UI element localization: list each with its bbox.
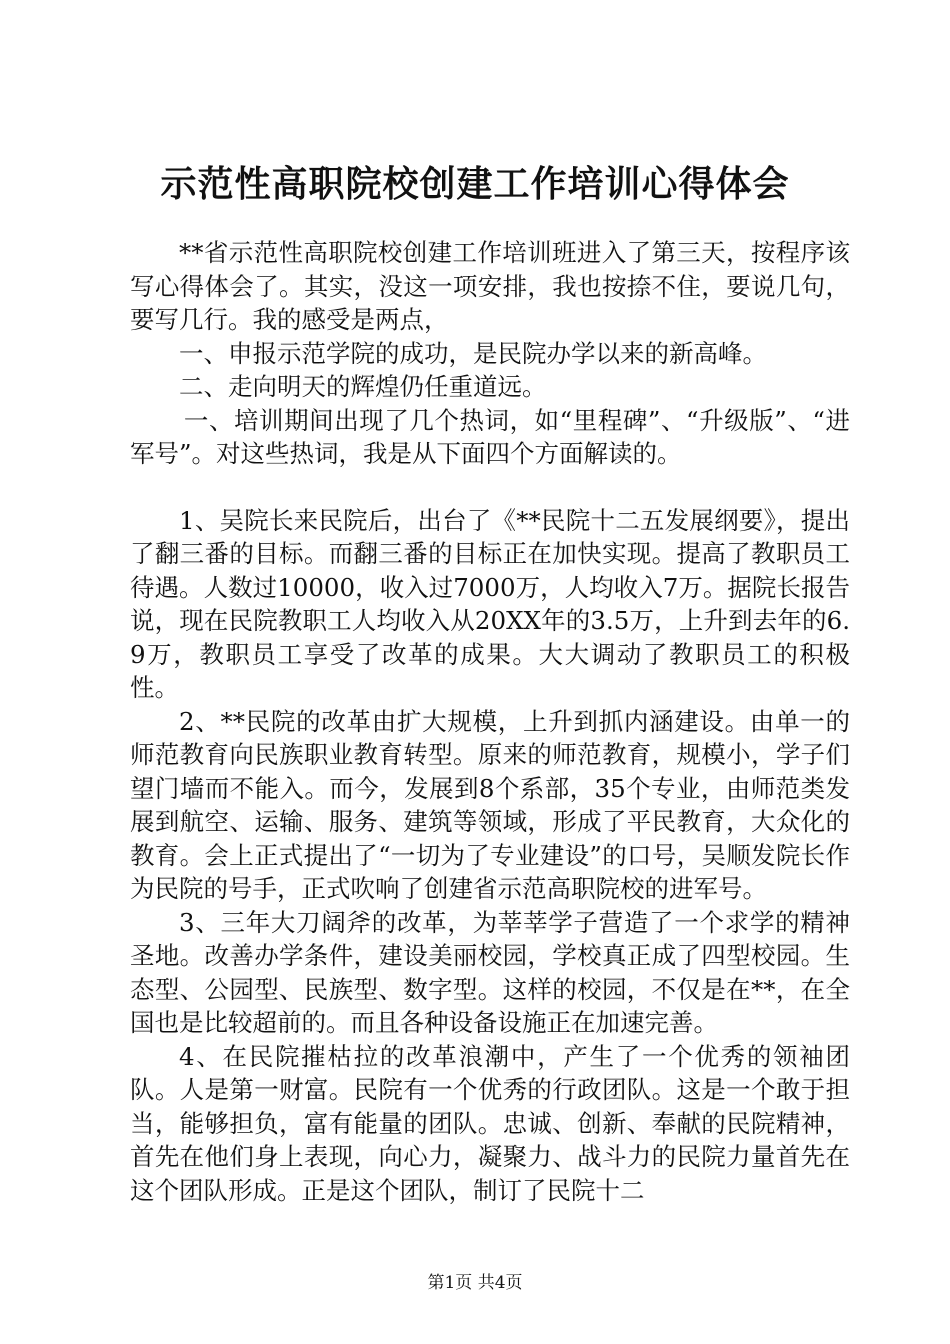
document-title: 示范性高职院校创建工作培训心得体会	[160, 163, 790, 205]
item-four-paragraph: 4、在民院摧枯拉的改革浪潮中，产生了一个优秀的领袖团队。人是第一财富。民院有一个优秀的行政团队。这是一个敢于担当，能够担负，富有能量的团队。忠诚、创新、奉献的民院精神，首先在他们身上表现，向心力，凝聚力、战斗力的民院力量首先在这个团队形成。正是这个团队，制订了民院十二	[130, 1041, 850, 1205]
point-two-paragraph: 二、走向明天的辉煌仍任重道远。	[179, 372, 547, 401]
item-three-paragraph: 3、三年大刀阔斧的改革，为莘莘学子营造了一个求学的精神圣地。改善办学条件，建设美丽校园，学校真正成了四型校园。生态型、公园型、民族型、数字型。这样的校园，不仅是在**，在全国也是比较超前的。而且各种设备设施正在加速完善。	[130, 907, 850, 1037]
point-one-paragraph: 一、申报示范学院的成功，是民院办学以来的新高峰。	[179, 338, 767, 368]
intro-paragraph: **省示范性高职院校创建工作培训班进入了第三天，按程序该写心得体会了。其实，没这一项安排，我也按捺不住，要说几句，要写几行。我的感受是两点，	[130, 238, 850, 334]
section-one-heading-paragraph: 一、培训期间出现了几个热词，如“里程碑”、“升级版”、“进军号”。对这些热词，我是从下面四个方面解读的。	[130, 405, 850, 468]
item-one-paragraph: 1、吴院长来民院后，出台了《**民院十二五发展纲要》，提出了翻三番的目标。而翻三番的目标正在加快实现。提高了教职员工待遇。人数过10000，收入过7000万，人均收入7万。据院长报告说，现在民院教职工人均收入从20XX年的3.5万，上升到去年的6.9万，教职员工享受了改革的成果。大大调动了教职员工的积极性。	[130, 505, 850, 702]
page-number-footer: 第1页 共4页	[427, 1273, 523, 1293]
item-two-paragraph: 2、**民院的改革由扩大规模，上升到抓内涵建设。由单一的师范教育向民族职业教育转型。原来的师范教育，规模小，学子们望门墙而不能入。而今，发展到8个系部，35个专业，由师范类发展到航空、运输、服务、建筑等领域，形成了平民教育，大众化的教育。会上正式提出了“一切为了专业建设”的口号，吴顺发院长作为民院的号手，正式吹响了创建省示范高职院校的进军号。	[130, 706, 850, 903]
document-body	[130, 236, 850, 1207]
